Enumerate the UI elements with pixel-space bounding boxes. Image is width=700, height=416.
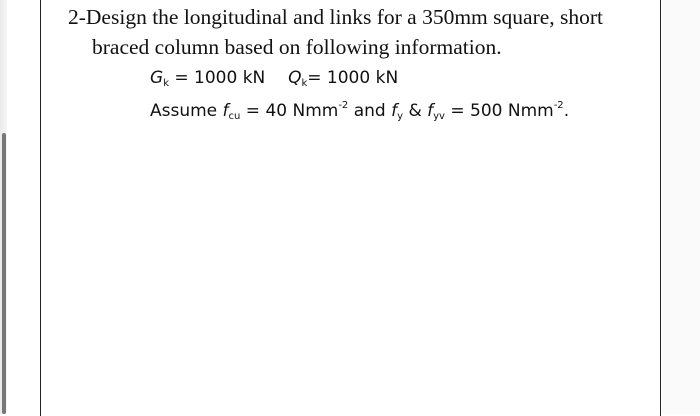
question-text: [68, 2, 648, 62]
and-text: and: [353, 101, 386, 121]
fcu-value: = 40 Nmm: [245, 101, 339, 121]
fcu-subscript: cu: [228, 111, 241, 122]
document-page: [40, 0, 661, 416]
qk-symbol: Q: [288, 68, 302, 88]
gk-symbol: G: [150, 68, 164, 88]
assume-label: Assume: [150, 101, 218, 121]
question-line-2: braced column based on following information.: [92, 35, 502, 59]
fcu-exponent: -2: [338, 100, 349, 111]
fyv-symbol: f: [427, 101, 434, 121]
fyv-value: = 500 Nmm: [450, 101, 554, 121]
given-information: [150, 64, 569, 120]
page-margin-right: [662, 0, 700, 414]
fyv-exponent: -2: [553, 100, 564, 111]
fyv-subscript: yv: [433, 111, 445, 122]
scrollbar-thumb[interactable]: [2, 133, 6, 414]
qk-subscript: k: [301, 78, 308, 89]
ampersand: &: [408, 101, 422, 121]
question-line-1: 2-Design the longitudinal and links for a 350mm square, short: [68, 5, 604, 29]
gk-value: = 1000 kN: [174, 68, 266, 88]
fy-symbol: f: [391, 101, 398, 121]
fcu-symbol: f: [222, 101, 229, 121]
assume-row: [150, 92, 569, 120]
loads-row: [150, 64, 569, 92]
sentence-end: .: [563, 101, 570, 121]
fy-subscript: y: [397, 111, 404, 122]
gk-subscript: k: [163, 78, 169, 89]
qk-value: = 1000 kN: [307, 68, 399, 88]
scrollbar[interactable]: [0, 0, 7, 414]
